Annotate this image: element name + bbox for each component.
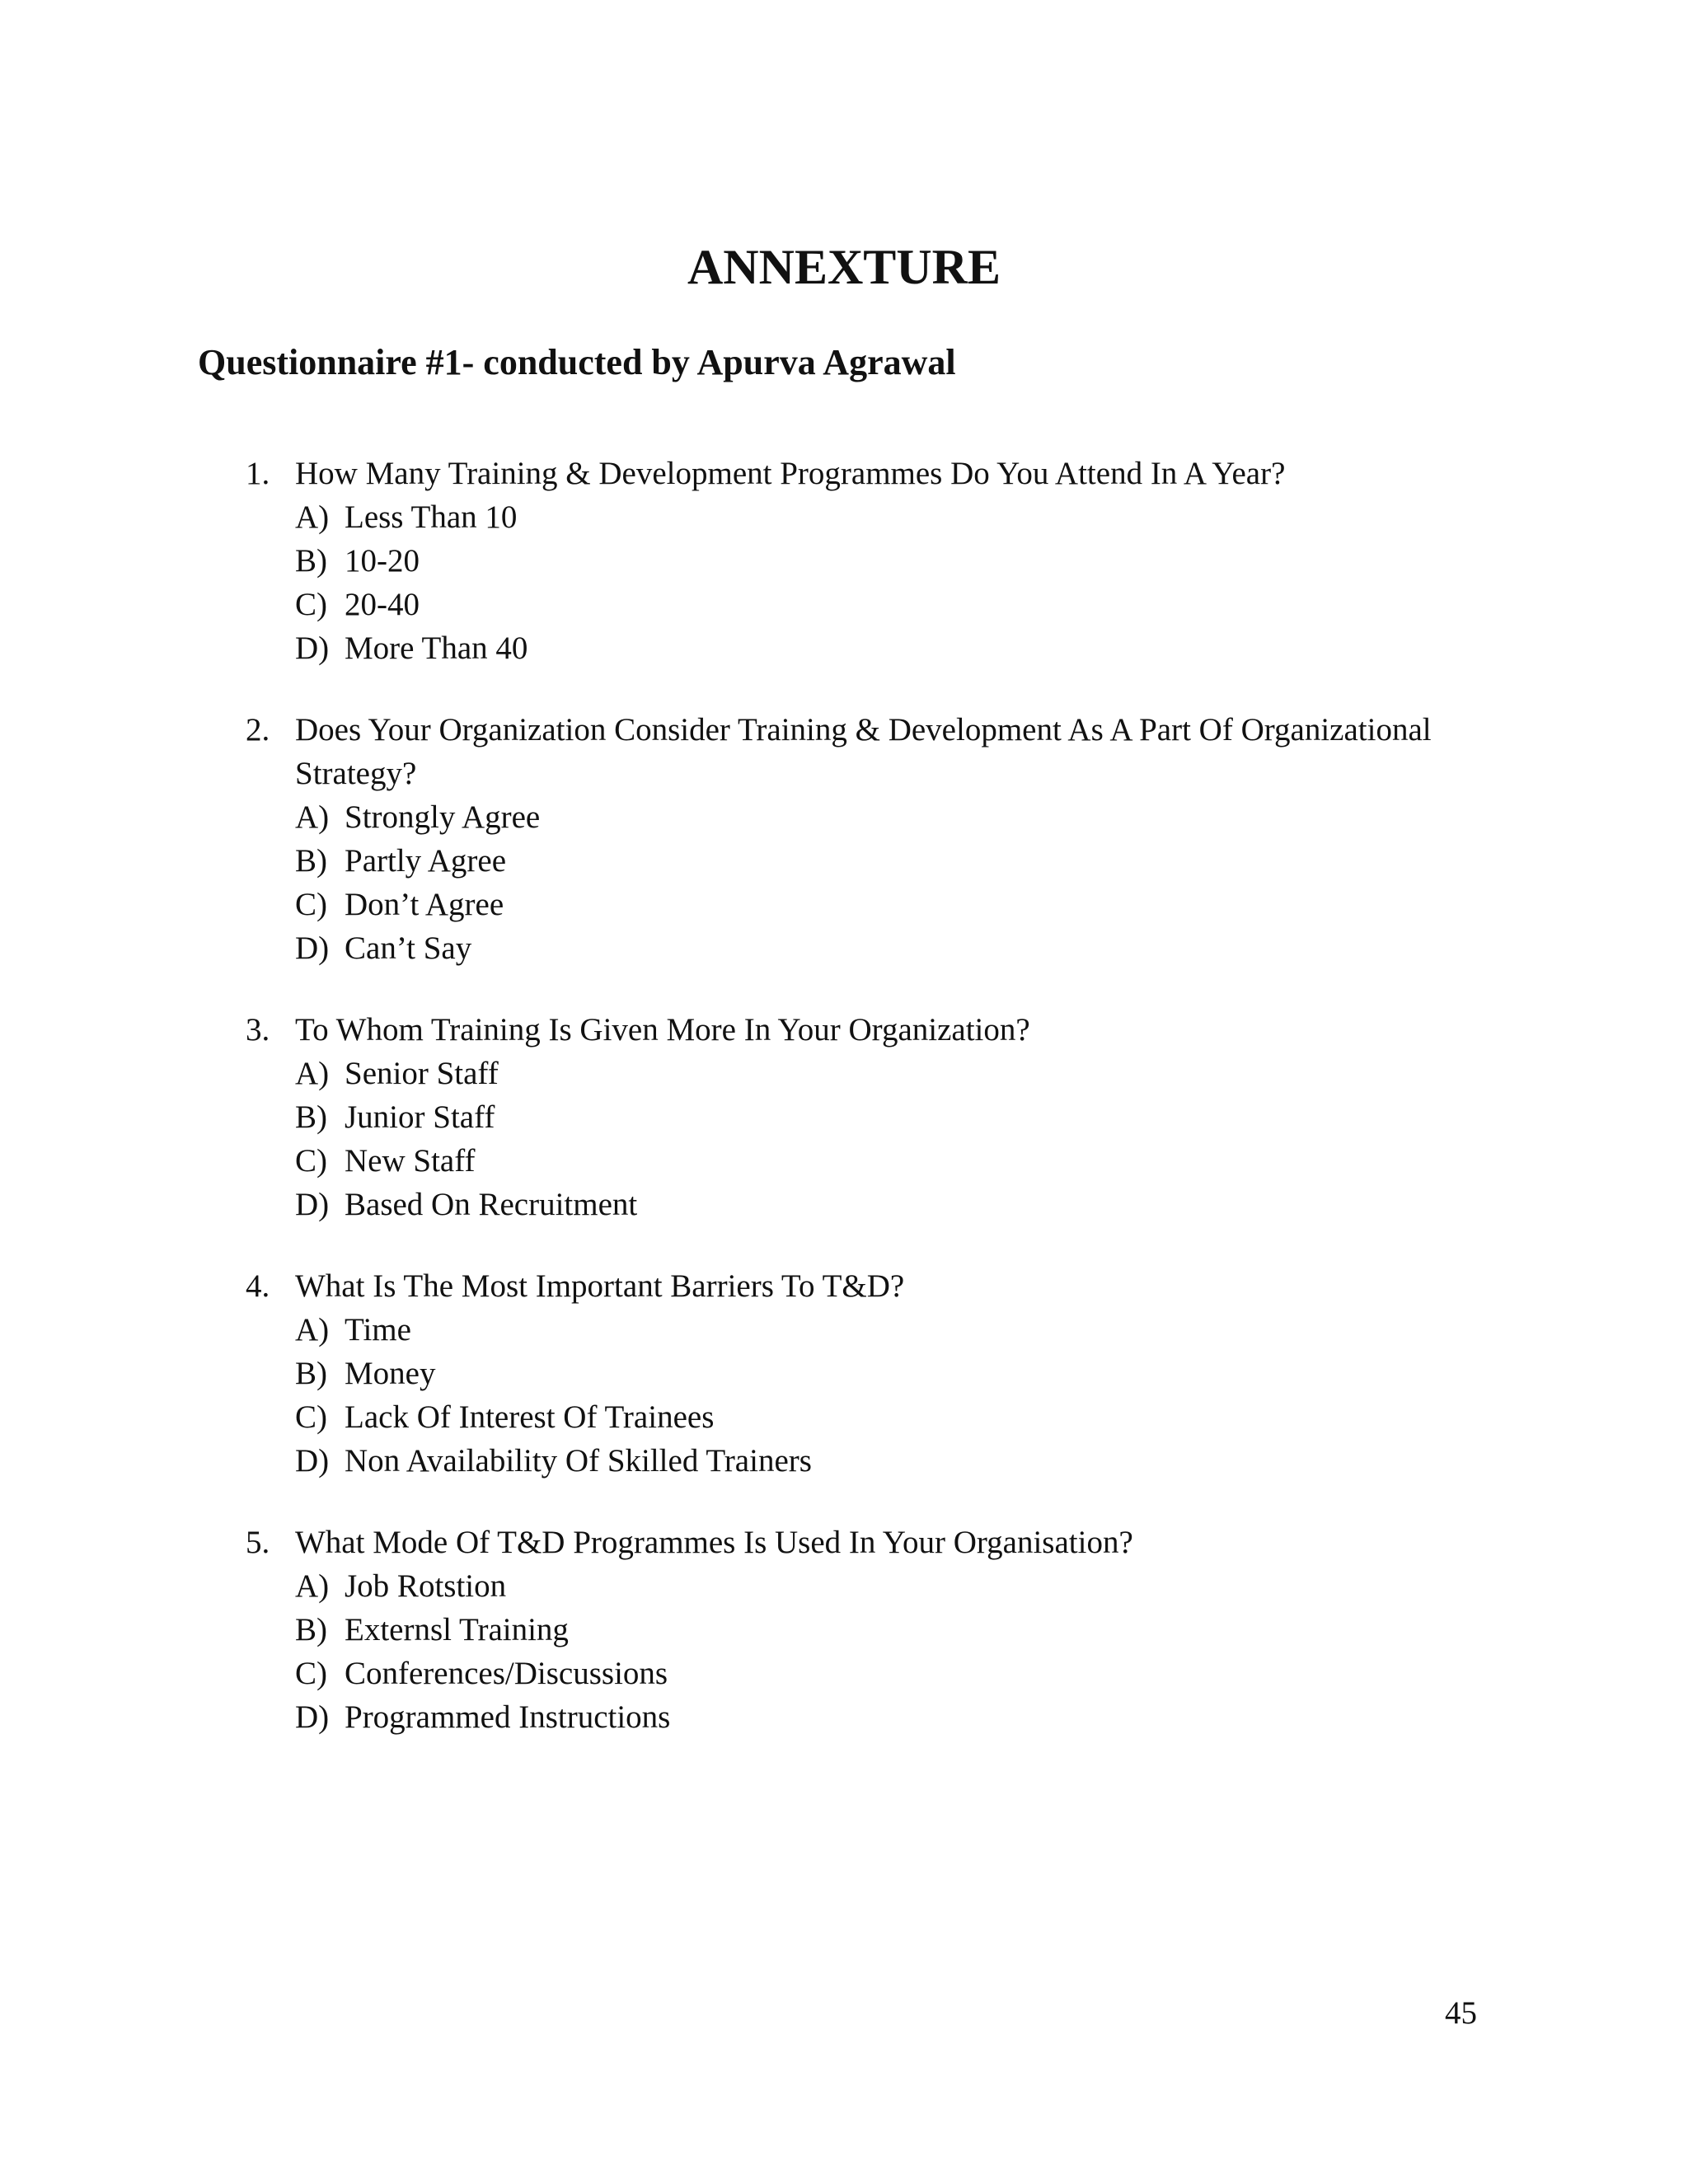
option-text: More Than 40 [345,630,528,666]
question-text: Does Your Organization Consider Training & Development As A Part Of Organizational Strategy? [295,712,1432,791]
option-item [295,1308,1688,1352]
option-letter: A) [295,799,330,835]
option-text: Less Than 10 [345,499,518,535]
option-item [295,926,1688,970]
option-letter: D) [295,630,330,666]
question-text: How Many Training & Development Programmes Do You Attend In A Year? [295,456,1286,491]
option-letter: A) [295,1568,330,1604]
option-item [295,795,1688,839]
option-list [295,1308,1688,1483]
option-letter: C) [295,587,327,622]
option-letter: D) [295,930,330,966]
question-item [0,452,1688,670]
option-item [295,1564,1688,1608]
option-list [295,1052,1688,1226]
option-item [295,626,1688,670]
question-item [0,1008,1688,1226]
question-number: 1. [246,456,270,491]
option-text: 20-40 [345,587,420,622]
option-letter: D) [295,1187,330,1222]
question-number: 2. [246,712,270,748]
question-item [0,1264,1688,1483]
option-text: Lack Of Interest Of Trainees [345,1399,715,1435]
question-number: 4. [246,1268,270,1304]
question-text: To Whom Training Is Given More In Your Organization? [295,1012,1030,1047]
option-letter: C) [295,887,327,922]
question-item [0,1521,1688,1739]
option-item [295,1395,1688,1439]
option-letter: B) [295,1356,327,1391]
question-number: 5. [246,1525,270,1560]
option-item [295,1439,1688,1483]
questionnaire-heading: Questionnaire #1- conducted by Apurva Agrawal [198,342,956,382]
option-letter: A) [295,1056,330,1091]
option-letter: B) [295,543,327,579]
option-letter: B) [295,1612,327,1647]
option-text: New Staff [345,1143,476,1179]
option-item [295,539,1688,583]
option-list [295,495,1688,670]
option-letter: B) [295,1099,327,1135]
option-letter: A) [295,1312,330,1347]
option-letter: D) [295,1699,330,1735]
option-letter: C) [295,1399,327,1435]
option-item [295,1352,1688,1395]
option-item [295,1183,1688,1226]
option-text: Conferences/Discussions [345,1656,668,1691]
option-item [295,1095,1688,1139]
option-letter: B) [295,843,327,879]
option-item [295,1608,1688,1652]
option-letter: D) [295,1443,330,1479]
option-text: Can’t Say [345,930,472,966]
option-item [295,495,1688,539]
option-item [295,583,1688,626]
option-text: Programmed Instructions [345,1699,671,1735]
option-item [295,1052,1688,1095]
question-text: What Mode Of T&D Programmes Is Used In Your Organisation? [295,1525,1133,1560]
option-letter: A) [295,499,330,535]
option-text: Money [345,1356,436,1391]
option-text: Senior Staff [345,1056,499,1091]
question-number: 3. [246,1012,270,1047]
option-text: Time [345,1312,411,1347]
option-item [295,1695,1688,1739]
question-list [0,452,1688,1777]
option-item [295,1652,1688,1695]
option-text: Based On Recruitment [345,1187,638,1222]
option-text: Strongly Agree [345,799,541,835]
page-title: ANNEXTURE [687,240,1001,294]
option-text: Junior Staff [345,1099,495,1135]
question-text: What Is The Most Important Barriers To T&D? [295,1268,905,1304]
option-letter: C) [295,1656,327,1691]
option-item [295,1139,1688,1183]
option-text: 10-20 [345,543,420,579]
question-item [0,708,1688,970]
option-letter: C) [295,1143,327,1179]
option-list [295,795,1688,970]
option-item [295,883,1688,926]
option-item [295,839,1688,883]
option-text: Job Rotstion [345,1568,507,1604]
option-list [295,1564,1688,1739]
option-text: Non Availability Of Skilled Trainers [345,1443,812,1479]
option-text: Externsl Training [345,1612,569,1647]
page-number: 45 [1445,1995,1477,2031]
option-text: Don’t Agree [345,887,504,922]
option-text: Partly Agree [345,843,507,879]
